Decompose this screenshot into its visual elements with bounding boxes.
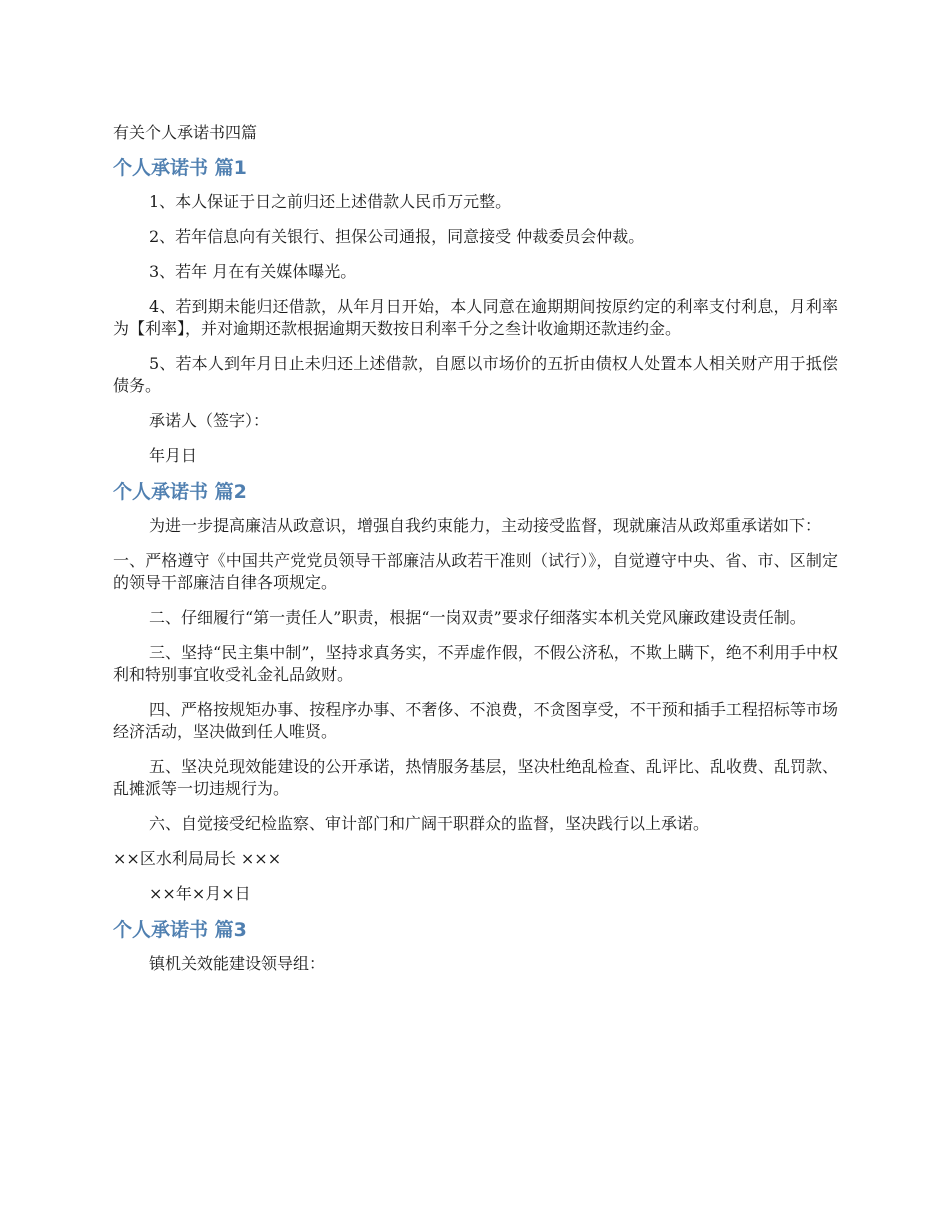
paragraph: 五、坚决兑现效能建设的公开承诺，热情服务基层，坚决杜绝乱检查、乱评比、乱收费、乱罚款、乱摊派等一切违规行为。	[113, 757, 838, 798]
section-heading-3: 个人承诺书 篇3	[113, 919, 247, 941]
paragraph: 为进一步提高廉洁从政意识，增强自我约束能力，主动接受监督，现就廉洁从政郑重承诺如下：	[149, 516, 822, 535]
paragraph: 1、本人保证于日之前归还上述借款人民币万元整。	[149, 192, 512, 211]
paragraph: 5、若本人到年月日止未归还上述借款，自愿以市场价的五折由债权人处置本人相关财产用于抵偿债务。	[113, 354, 838, 395]
date-line: 年月日	[149, 446, 198, 465]
paragraph: 2、若年信息向有关银行、担保公司通报，同意接受 仲裁委员会仲裁。	[149, 227, 645, 246]
paragraph: 3、若年 月在有关媒体曝光。	[149, 262, 357, 281]
signatory-line: ××区水利局局长 ×××	[113, 849, 282, 868]
section-heading-1: 个人承诺书 篇1	[113, 157, 247, 179]
paragraph: 一、严格遵守《中国共产党党员领导干部廉洁从政若干准则（试行）》，自觉遵守中央、省、市、区制定的领导干部廉洁自律各项规定。	[113, 551, 838, 592]
paragraph: 三、坚持“民主集中制”，坚持求真务实，不弄虚作假，不假公济私，不欺上瞒下，绝不利用手中权利和特别事宜收受礼金礼品敛财。	[113, 643, 838, 684]
paragraph: 四、严格按规矩办事、按程序办事、不奢侈、不浪费，不贪图享受，不干预和插手工程招标等市场经济活动，坚决做到任人唯贤。	[113, 700, 838, 741]
date-line: ××年×月×日	[149, 884, 251, 903]
paragraph: 4、若到期未能归还借款，从年月日开始，本人同意在逾期期间按原约定的利率支付利息，月利率为【利率】，并对逾期还款根据逾期天数按日利率千分之叁计收逾期还款违约金。	[113, 297, 838, 338]
paragraph: 镇机关效能建设领导组：	[149, 954, 326, 973]
paragraph: 六、自觉接受纪检监察、审计部门和广阔干职群众的监督，坚决践行以上承诺。	[149, 814, 710, 833]
signature-label: 承诺人（签字）：	[149, 411, 270, 430]
paragraph: 二、仔细履行“第一责任人”职责，根据“一岗双责”要求仔细落实本机关党风廉政建设责任制。	[149, 608, 806, 627]
section-heading-2: 个人承诺书 篇2	[113, 481, 247, 503]
document-title: 有关个人承诺书四篇	[113, 123, 258, 142]
